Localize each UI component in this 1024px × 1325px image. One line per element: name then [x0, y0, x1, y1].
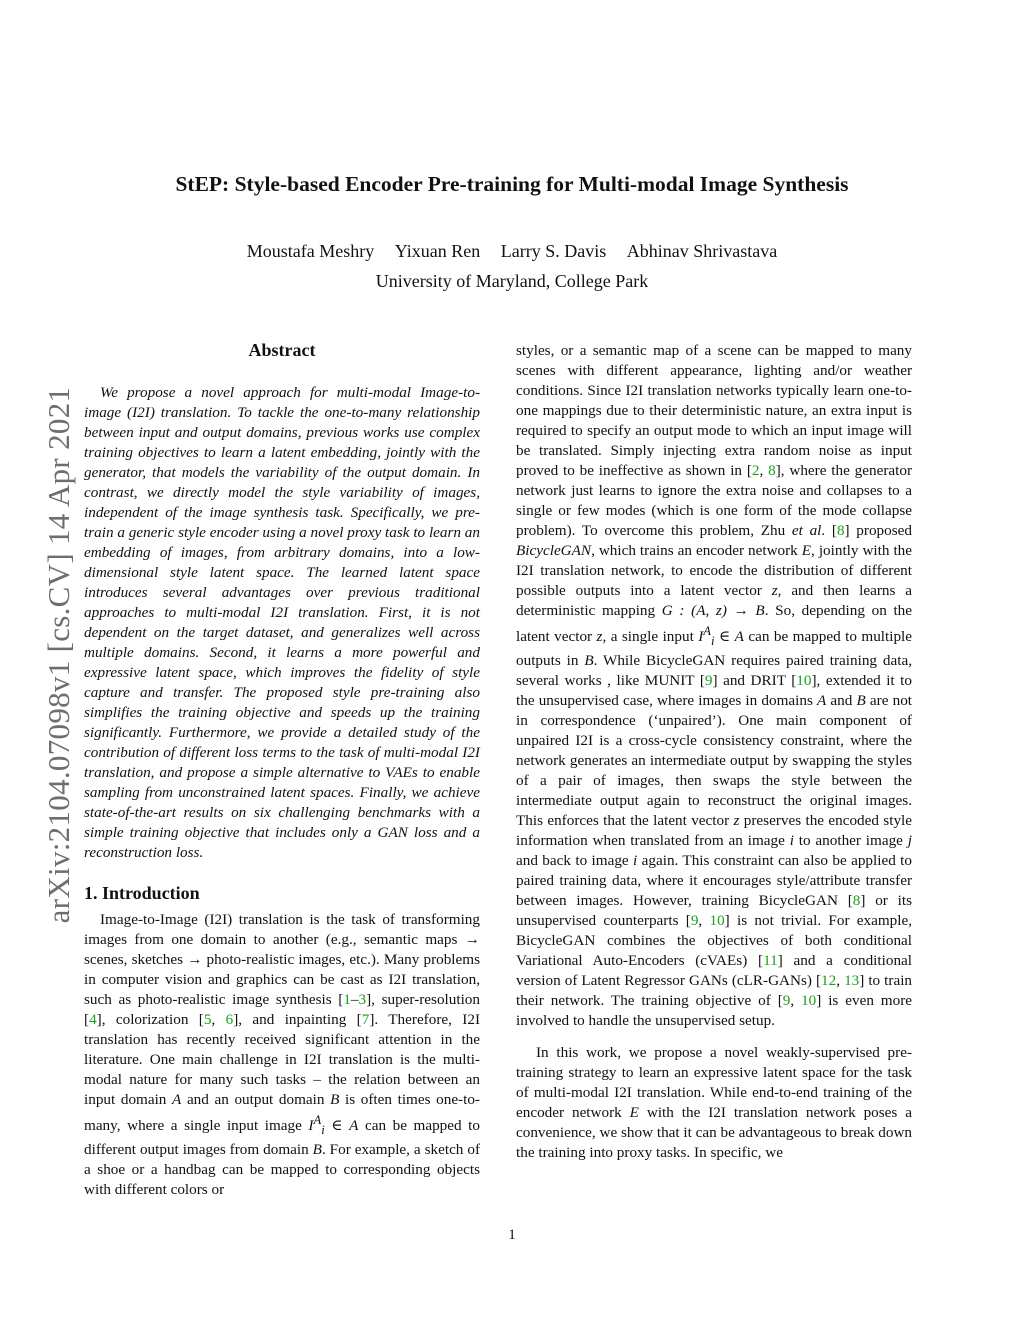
abstract-heading: Abstract: [248, 340, 316, 360]
citation-link[interactable]: 3: [358, 991, 367, 1008]
body-paragraph: In this work, we propose a novel weakly-supervised pre-training strategy to learn an expressive latent space for the task of multi-modal I2I translation. While end-to-end training of the encoder network E with the I2I translation network poses a convenience, we show that it can be advantageous to break down the training into proxy tasks. In specific, we: [516, 1044, 913, 1162]
intro-paragraph: Image-to-Image (I2I) translation is the task of transforming images from one domain to another (e.g., semantic maps → scenes, sketches → photo-realistic images, etc.). Many problems in computer vision and graphics can be cast as I2I translation, such as photo-realistic image synthesis [1–3], super-resolution [4], colorization [5, 6], and inpainting [7]. Therefore, I2I translation has recently received significant attention in the literature. One main challenge in I2I translation is the multi-modal nature for many such tasks – the relation between an input domain A and an output domain B is often times one-to-many, where a single input image $I^A_i$ ∈ A can be mapped to different output images from domain B. For example, a sketch of a shoe or a handbag can be mapped to corresponding objects with different colors or: [84, 911, 481, 1199]
page-number: 1: [508, 1227, 516, 1243]
citation-link[interactable]: 10: [709, 912, 725, 930]
paper-title: StEP: Style-based Encoder Pre-training for Multi-modal Image Synthesis: [175, 172, 849, 196]
citation-link[interactable]: 11: [763, 952, 778, 970]
citation-link[interactable]: 2: [751, 462, 760, 479]
author-name: Moustafa Meshry: [246, 241, 375, 261]
author-list: [0, 241, 1024, 262]
abstract-text: We propose a novel approach for multi-modal Image-to-image (I2I) translation. To tackle the one-to-many relationship between input and output domains, previous works use complex training objectives to learn a latent embedding, jointly with the generator, that models the variability of the output domain. In contrast, we directly model the style variability of images, independent of the image synthesis task. Specifically, we pre-train a generic style encoder using a novel proxy task to learn an embedding of images, from arbitrary domains, into a low-dimensional style latent space. The learned latent space introduces several advantages over previous traditional approaches to multi-modal I2I translation. First, it is not dependent on the target dataset, and generalizes well across multiple domains. Second, it learns a more powerful and expressive latent space, which improves the fidelity of style capture and transfer. The proposed style pre-training also simplifies the training objective and speeds up the training significantly. Furthermore, we provide a detailed study of the contribution of different loss terms to the task of multi-modal I2I translation, and propose a simple alternative to VAEs to enable sampling from unconstrained latent spaces. Finally, we achieve state-of-the-art results on six challenging benchmarks with a simple training objective that includes only a GAN loss and a reconstruction loss.: [84, 384, 480, 861]
citation-link[interactable]: 10: [796, 672, 812, 690]
body-paragraph: styles, or a semantic map of a scene can be mapped to many scenes with different appearance, lighting and/or weather conditions. Since I2I translation networks typically learn one-to-one mappings due to their deterministic nature, an extra input is required to specify an output mode to which an input image will be translated. Simply injecting extra random noise as input proved to be ineffective as shown in [2, 8], where the generator network just learns to ignore the extra noise and collapses to a single or few modes (which is one form of the mode collapse problem). To overcome this problem, Zhu et al. [8] proposed BicycleGAN, which trains an encoder network E, jointly with the I2I translation network, to encode the distribution of different possible outputs into a latent vector z, and then learns a deterministic mapping G : (A, z) → B. So, depending on the latent vector z, a single input $I^A_i$ ∈ A can be mapped to multiple outputs in B. While BicycleGAN requires paired training data, several works , like MUNIT [9] and DRIT [10], extended it to the unsupervised case, where images in domains A and B are not in correspondence (‘unpaired’). One main component of unpaired I2I is a cross-cycle consistency constraint, where the network generates an intermediate output by swapping the styles of a pair of images, then swaps the style between the intermediate output again to reconstruct the original images. This enforces that the latent vector z preserves the encoded style information when translated from an image i to another image j and back to image i again. This constraint can also be applied to paired training data, where it encourages style/attribute transfer between images. However, training BicycleGAN [8] or its unsupervised counterparts [9, 10] is not trivial. For example, BicycleGAN combines the objectives of both conditional Variational Auto-Encoders (cVAEs) [11] and a conditional version of Latent Regressor GANs (cLR-GANs) [12, 13] to train their network. The training objective of [9, 10] is even more involved to handle the unsupervised setup.: [516, 342, 913, 1030]
author-name: Larry S. Davis: [500, 241, 607, 261]
right-column: [516, 341, 912, 1163]
author-name: Abhinav Shrivastava: [626, 241, 778, 261]
citation-link[interactable]: 1: [343, 991, 351, 1008]
left-column: [84, 340, 480, 1200]
arxiv-identifier: arXiv:2104.07098v1 [cs.CV] 14 Apr 2021: [41, 386, 76, 924]
author-name: Yixuan Ren: [394, 241, 481, 261]
citation-link[interactable]: 10: [801, 992, 817, 1010]
citation-link[interactable]: 7: [361, 1011, 370, 1028]
citation-link[interactable]: 9: [782, 992, 791, 1010]
citation-link[interactable]: 6: [225, 1011, 234, 1028]
citation-link[interactable]: 13: [844, 972, 860, 990]
citation-link[interactable]: 5: [203, 1011, 212, 1028]
section-heading-introduction: 1. Introduction: [84, 883, 200, 903]
citation-link[interactable]: 9: [704, 672, 713, 690]
citation-link[interactable]: 8: [836, 522, 845, 539]
citation-link[interactable]: 8: [852, 892, 861, 910]
citation-link[interactable]: 4: [89, 1011, 97, 1028]
citation-link[interactable]: 9: [690, 912, 699, 930]
citation-link[interactable]: 12: [821, 972, 837, 990]
citation-link[interactable]: 8: [768, 462, 776, 479]
affiliation: University of Maryland, College Park: [375, 271, 649, 291]
